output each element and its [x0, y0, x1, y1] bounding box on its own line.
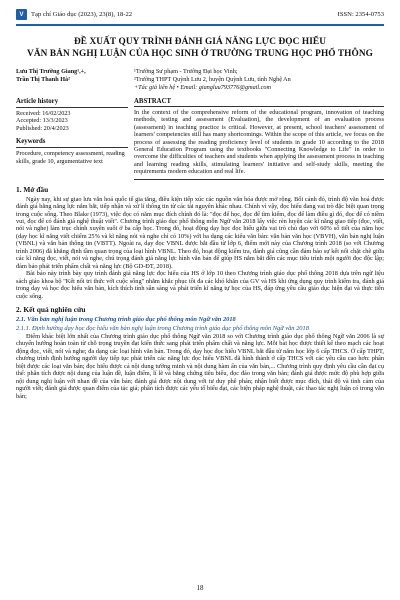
affiliation-2: ²Trường THPT Quỳnh Lưu 2, huyện Quỳnh Lưu, tỉnh Nghệ An [134, 76, 291, 83]
subsection-2-1-heading: 2.1. Văn bản nghị luận trong Chương trình giáo dục phổ thông môn Ngữ văn 2018 [16, 316, 236, 323]
article-meta [16, 98, 384, 180]
author-1: Lưu Thị Trường Giang¹,+, [16, 68, 86, 75]
journal-logo-icon: V [16, 9, 27, 20]
article-history [16, 110, 128, 133]
section-1-heading: 1. Mở đầu [16, 184, 49, 194]
accepted-date: Accepted: 13/3/2023 [16, 117, 68, 125]
journal-citation: Tạp chí Giáo dục (2023), 23(8), 18-22 [31, 11, 133, 18]
author-2: Trần Thị Thanh Hà² [16, 76, 70, 83]
authors-block [16, 68, 384, 92]
article-title [20, 36, 380, 60]
author-names [16, 68, 128, 92]
corresponding-email: +Tác giả liên hệ • Email: giangluu793776@gmail.com [134, 84, 271, 91]
paragraph: Điểm khác biệt lớn nhất của Chương trình giáo dục phổ thông Ngữ văn 2018 so với Chương trình giáo dục phổ thông Ngữ văn 2006 là sự chuyển hướng hoàn toàn từ chỗ trọng truyền đạt kiến thức sang phát triển phẩm chất và năng lực. Mỗi bài học được thiết kế theo mạch các hoạt động đọc, viết, nói và nghe; đa dạng các loại hình văn bản. Trong đó, dạy học đọc hiểu VBNL bắt đầu từ năm học lớp 6 cấp THCS. Ở cấp THPT, chương trình định hướng người dạy tiếp tục phát triển các năng lực đọc hiểu VBNL đã hình thành ở cấp THCS với các yêu cầu cao hơn: phân biệt được các loại văn bản; đọc hiểu được cả nội dung tường minh và nội dung hàm ẩn của văn bản,... Chương trình quy định yêu cầu cần đạt cụ thể: phân tích được nội dung của luận đề, luận điểm, lí lẽ và bằng chứng tiêu biểu, đọc đáo trong văn bản; đánh giá được mức độ phù hợp giữa nội dung nghị luận với nhan đề của văn bản; đánh giá được nội dung với tư duy phê phán; nhận biết được mục đích, thái độ và tình cảm của người viết; đánh giá được quan điểm của tác giả; phân tích được các yếu tố biểu đạt, các biện pháp nghệ thuật, các thao tác nghị luận có trong văn bản; [16, 333, 384, 400]
abstract-text: In the context of the comprehensive reform of the educational program, innovation of teaching methods, testing and assessment (Evaluation), the development of an evaluation process (assessment) in teaching practice is critical. However, at present, school teachers' assessment of learners' competencies still has many shortcomings. Within the scope of this article, we focus on the process of assessing the reading proficiency level of students in grade 10 according to the 2018 General Education Program using the textbooks "Connecting Knowledge to Life" in order to overcome the difficulties of teachers and students when applying the assessment process in teaching and learning reading skills, stimulating learners' initiative and self-study skills, meeting the requirements modern education and real life. [134, 109, 384, 180]
abstract-block [134, 98, 384, 180]
issn: ISSN: 2354-0753 [337, 11, 384, 18]
paragraph: Bài báo này trình bày quy trình đánh giá năng lực đọc hiểu của HS ở lớp 10 theo Chương trình giáo dục phổ thông 2018 dựa trên ngữ liệu sách giáo khoa bộ "Kết nối tri thức với cuộc sống" nhằm khắc phục tồi đa các khó khăn của GV và HS khi ứng dụng quy trình kiểm tra, đánh giá trong dạy và học đọc hiểu văn bản, kích thích tính sẵn sàng và phát triển kĩ năng tự học của HS, đáp ứng yêu cầu giáo dục hiện đại và thực tiễn cuộc sống. [16, 270, 384, 300]
history-heading: Article history [16, 98, 128, 108]
abstract-heading: ABSTRACT [134, 98, 384, 107]
paragraph: Ngày nay, khi sự giao lưu văn hoá quốc tế gia tăng, điều kiện tiếp xúc các nguồn văn hóa được mở rộng. Bối cảnh đó, trình độ văn hoá được đánh giá bằng năng lực nắm bắt, tiếp nhận và xử lí thông tin từ các tài nguyên khác nhau. Chính vì vậy, đọc hiểu đang vai trò đặc biệt quan trọng trong cuộc sống. Theo Blake (1973), việc đọc có năm mục đích chính đó là: "đọc để học, đọc để tìm kiếm, đọc để làm điều gì đó, đọc để có niềm vui, đọc để có đánh giá nghệ thuật viết". Chương trình giáo dục phổ thông môn Ngữ văn 2018 lấy việc rèn luyện các kĩ năng giao tiếp (đọc, viết, nói và nghe) làm trục chính xuyên suốt ở ba cấp học. Trong đó, hoạt động dạy học đọc hiểu giữa vai trò chủ đạo với 60% số tiết của năm học (dạy học kĩ năng viết chiếm 25% và kĩ năng nói và nghe chỉ có 10%) với ba dạng các kiểu văn bản: văn bản văn học (VBVH), văn bản nghị luận (VBNL) và văn bản thông tin (VBTT). Ngoài ra, dạy đọc VBNL được bắt đầu từ lớp 6, điểm mới này của Chương trình 2018 (so với Chương trình 2006) đã khẳng định tầm quan trọng của loại hình VBNL. Theo đó, hoạt động kiểm tra, đánh giá cũng cần đảm bảo sự kết nối chặt chẽ giữa các kĩ năng đọc, viết, nói và nghe, chú trọng đánh giá năng lực hình văn bản để giúp HS nắm bắt đến các mục tiêu trình một người đọc độc lập; đảm bảo phát triển phẩm chất và năng lực (Bộ GD-ĐT, 2018). [16, 195, 384, 270]
keywords-text: Procedure, competency assessment, reading skills, grade 10, argumentative text [16, 149, 125, 165]
page-number: 18 [196, 584, 204, 592]
section-2-heading: 2. Kết quả nghiên cứu [16, 305, 86, 314]
article-sidebar [16, 98, 128, 180]
affiliations [134, 68, 384, 92]
title-line-2: VĂN BẢN NGHỊ LUẬN CỦA HỌC SINH Ở TRƯỜNG TRUNG HỌC PHỔ THÔNG [27, 49, 373, 59]
running-header [16, 0, 384, 26]
keywords-heading: Keywords [16, 138, 128, 148]
journal-info [16, 9, 132, 20]
title-line-1: ĐỀ XUẤT QUY TRÌNH ĐÁNH GIÁ NĂNG LỰC ĐỌC HIỂU [73, 37, 327, 47]
affiliation-1: ¹Trường Sư phạm - Trường Đại học Vinh; [134, 68, 238, 75]
published-date: Published: 20/4/2023 [16, 124, 69, 132]
received-date: Received: 16/02/2023 [16, 109, 71, 117]
subsection-2-1-1-heading: 2.1.1. Định hướng dạy học đọc hiểu văn bản nghị luận trong Chương trình giáo dục phổ thông môn Ngữ văn 2018 [16, 325, 309, 332]
